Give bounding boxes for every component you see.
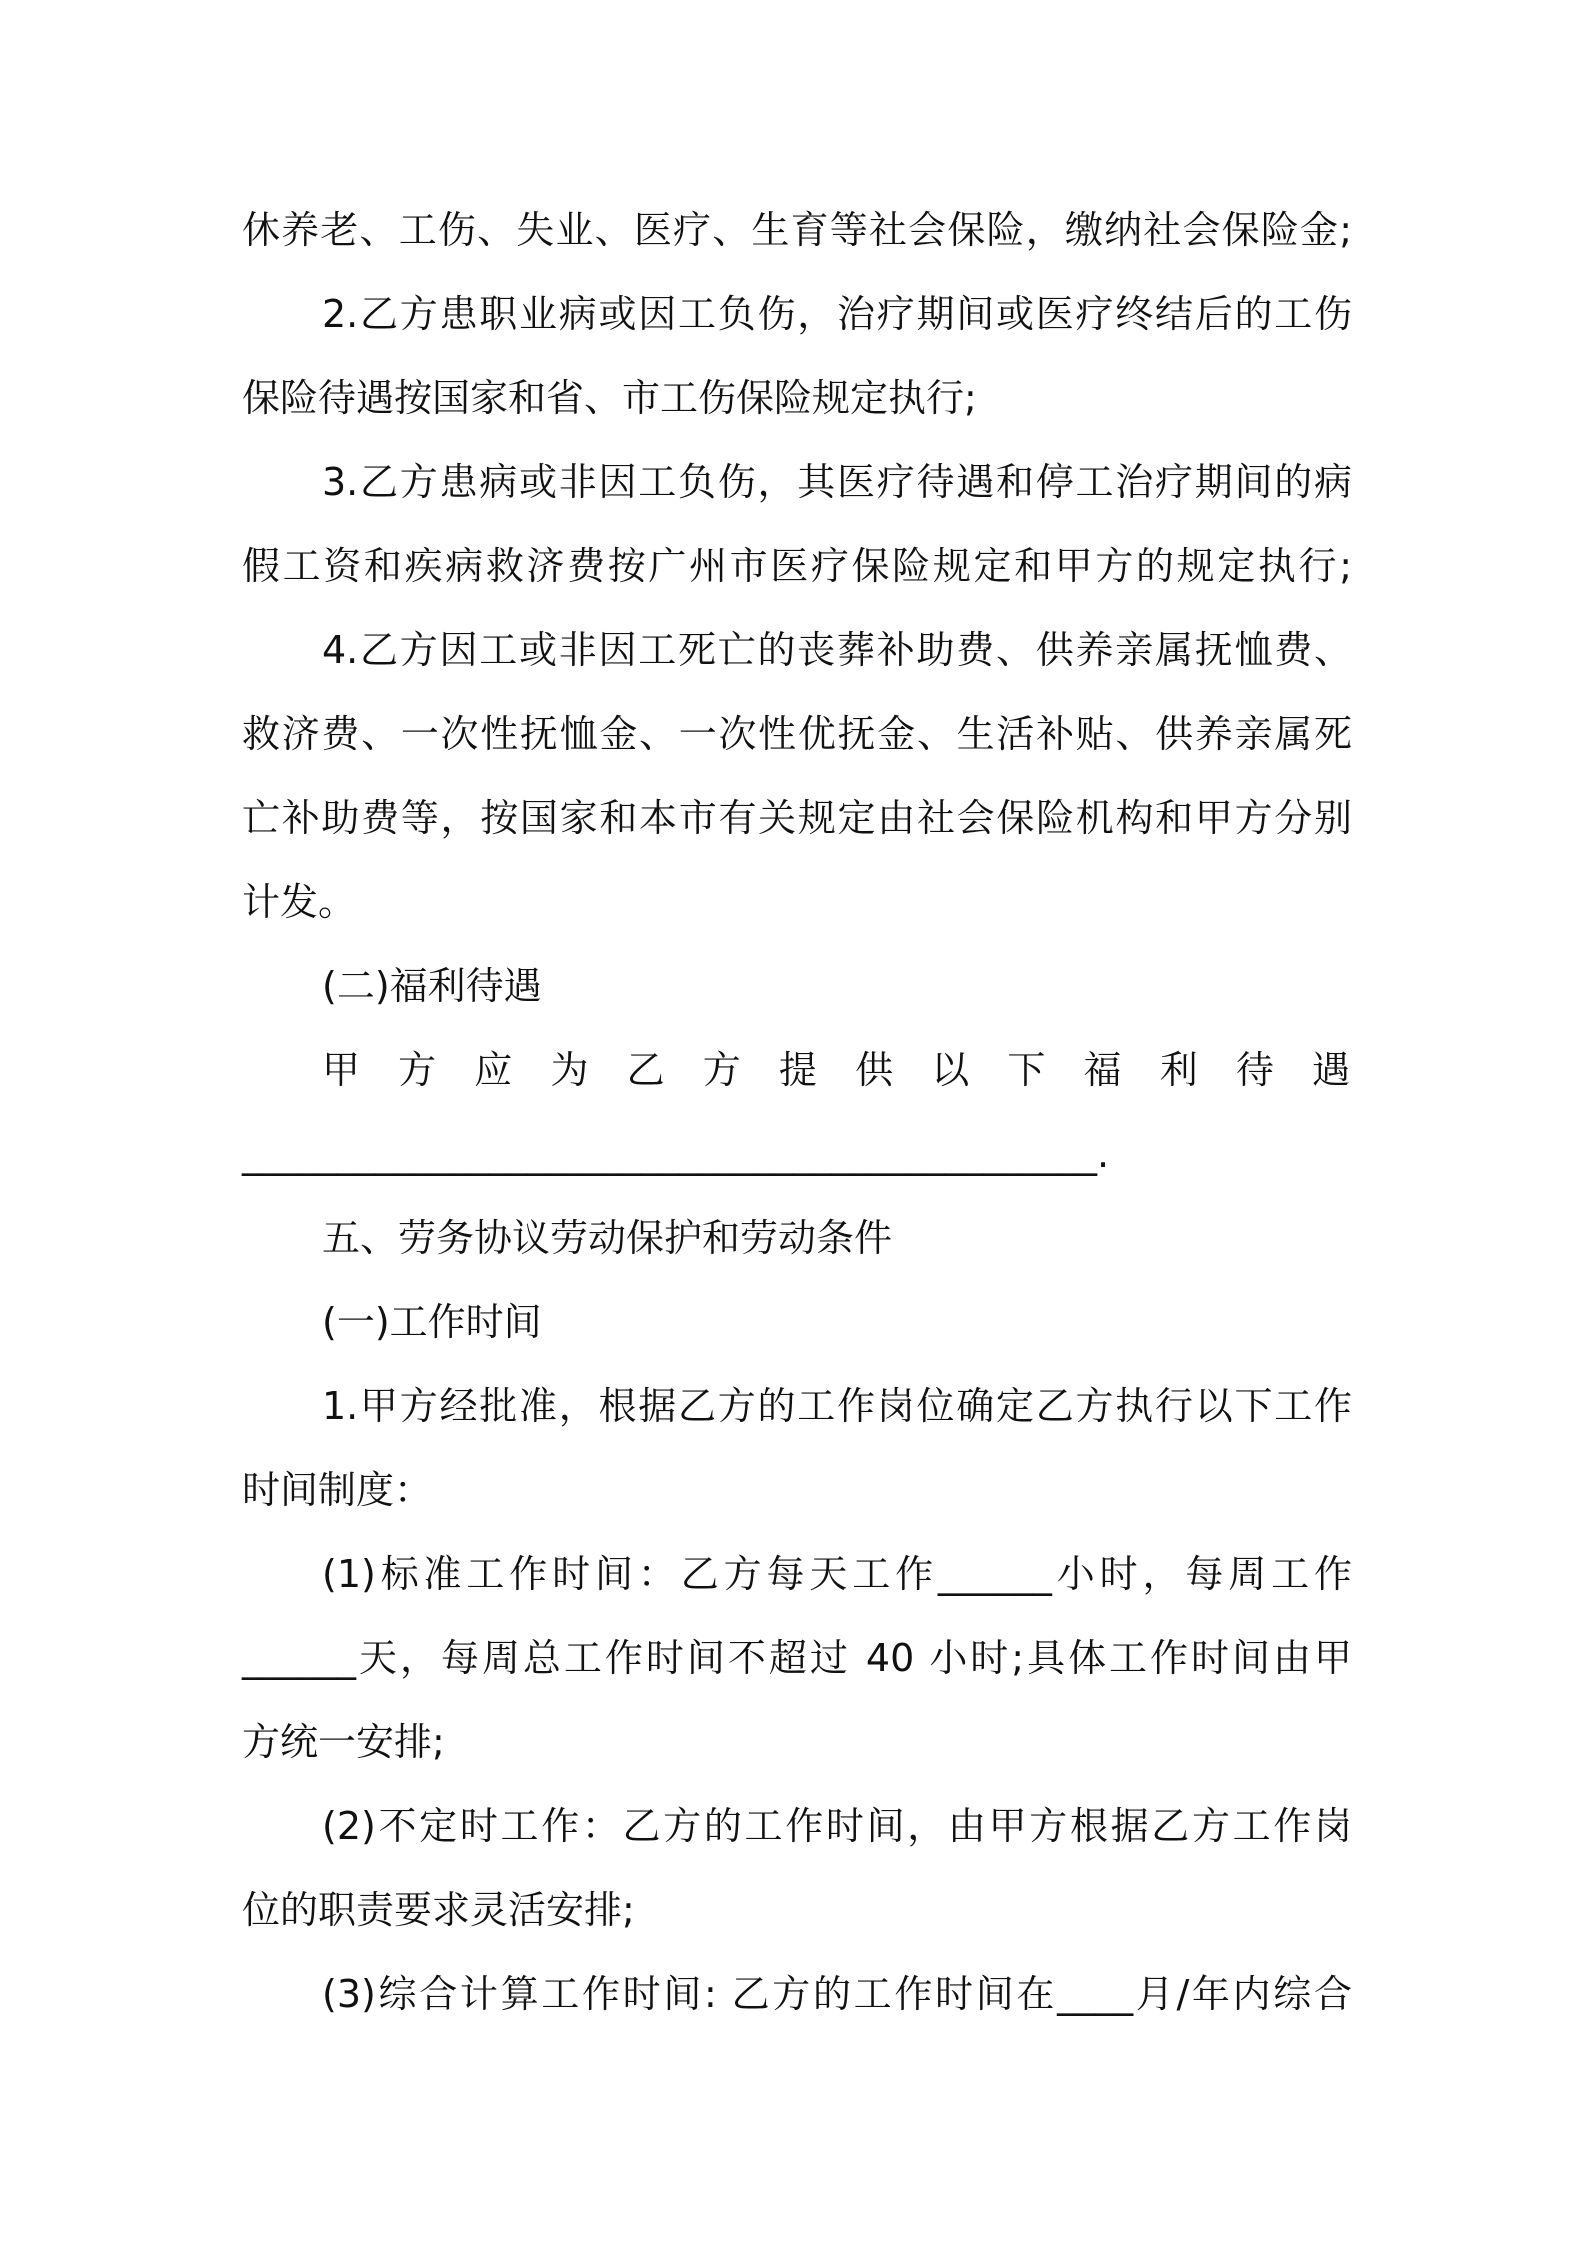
text-line: 时间制度： [242,1468,433,1512]
section-heading: (二)福利待遇 [322,964,542,1008]
document-body [242,188,1352,2036]
text-line: 甲 方 应 为 乙 方 提 供 以 下 福 利 待 遇 [322,1048,1352,1092]
text-line: (3)综合计算工作时间: 乙方的工作时间在____月/年内综合 [322,1972,1352,2016]
text-line: (2)不定时工作：乙方的工作时间，由甲方根据乙方工作岗 [322,1804,1352,1848]
text-line: 休养老、工伤、失业、医疗、生育等社会保险，缴纳社会保险金; [242,208,1352,252]
text-line: ______天，每周总工作时间不超过 40 小时;具体工作时间由甲 [242,1636,1352,1680]
text-line: 2.乙方患职业病或因工负伤，治疗期间或医疗终结后的工伤 [322,292,1352,336]
text-line: 计发。 [242,880,357,924]
text-line: 保险待遇按国家和省、市工伤保险规定执行; [242,376,977,420]
text-line: 位的职责要求灵活安排; [242,1888,635,1932]
text-line: (1)标准工作时间：乙方每天工作______小时，每周工作 [322,1552,1352,1596]
section-heading: 五、劳务协议劳动保护和劳动条件 [322,1216,893,1260]
text-line: 方统一安排; [242,1720,445,1764]
text-line: 亡补助费等，按国家和本市有关规定由社会保险机构和甲方分别 [242,796,1352,840]
text-line: 1.甲方经批准，根据乙方的工作岗位确定乙方执行以下工作 [322,1384,1352,1428]
text-line: 4.乙方因工或非因工死亡的丧葬补助费、供养亲属抚恤费、 [322,628,1352,672]
text-line: 假工资和疾病救济费按广州市医疗保险规定和甲方的规定执行; [242,544,1352,588]
text-line: 救济费、一次性抚恤金、一次性优抚金、生活补贴、供养亲属死 [242,712,1352,756]
section-heading: (一)工作时间 [322,1300,542,1344]
text-line: 3.乙方患病或非因工负伤，其医疗待遇和停工治疗期间的病 [322,460,1352,504]
fill-in-blank: _____________________________________________. [242,1132,1110,1176]
